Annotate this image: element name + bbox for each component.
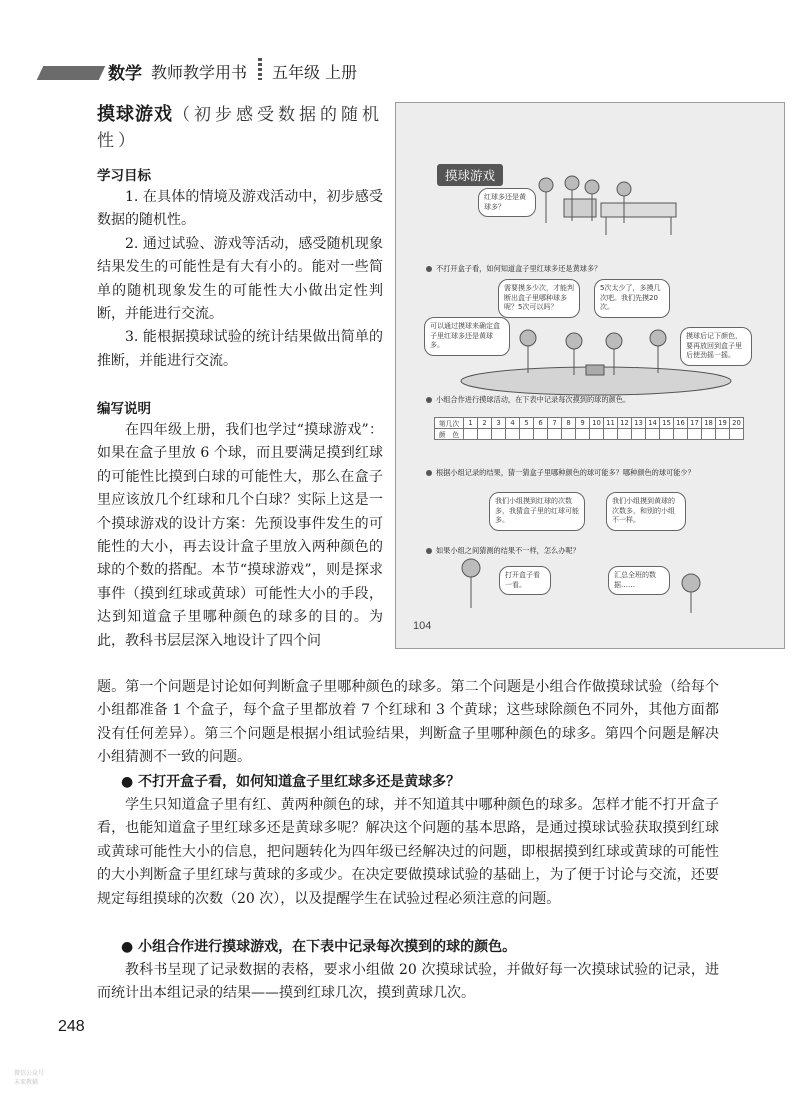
- table-cell: 1: [464, 418, 478, 429]
- table-cell: 6: [534, 418, 548, 429]
- speech-bubble: 我们小组摸到红球的次数多，我猜盒子里的红球可能多。: [489, 492, 585, 531]
- paragraph-2-text: 学生只知道盒子里有红、黄两种颜色的球，并不知道其中哪种颜色的球多。怎样才能不打开盒子看，也能知道盒子里红球多还是黄球多呢？解决这个问题的基本思路，是通过摸球试验获取摸到红球或黄球可能性大小的信息，把问题转化为四年级已经解决过的问题，即根据摸到红球或黄球的可能性的大小判断盒子里红球与黄球的多或少。在决定要做摸球试验的基础上，为了便于讨论与交流，还要规定每组摸球的次数（20 次），以及提醒学生在试验过程必须注意的问题。: [97, 797, 719, 907]
- table-cell: 16: [674, 418, 688, 429]
- table-cell: 11: [604, 418, 618, 429]
- speech-bubble: 需要摸多少次，才能判断出盒子里哪种球多呢？5次可以吗？: [498, 279, 580, 318]
- header-book: 教师教学用书: [151, 63, 248, 82]
- header-subject: 数学: [108, 64, 142, 84]
- header-separator: [258, 58, 262, 80]
- watermark-line: 未来教辅: [14, 1079, 39, 1086]
- bullet-2-text: 小组合作进行摸球游戏，在下表中记录每次摸到的球的颜色。: [138, 939, 517, 955]
- bullet-1-text: 不打开盒子看，如何知道盒子里红球多还是黄球多？: [138, 774, 461, 790]
- notes-text-part1: 在四年级上册，我们也学过“摸球游戏”：如果在盒子里放 6 个球，而且要满足摸到红球的可能性比摸到白球的可能性大，那么在盒子里应该放几个红球和几个白球？实际上这是一个摸球游戏的设计方案：先预设事件发生的可能性的大小，再去设计盒子里放入两种颜色的球的个数的搭配。本节“摸球游戏”，则是探求事件（摸到红球或黄球）可能性大小的手段，达到知道盒子里哪种颜色的球多的目的。为此，教科书层层深入地设计了四个问: [97, 422, 383, 649]
- record-table: [434, 417, 744, 440]
- bullet-heading-2: ● 小组合作进行摸球游戏，在下表中记录每次摸到的球的颜色。: [121, 939, 517, 955]
- question-3: 根据小组记录的结果，猜一猜盒子里哪种颜色的球可能多？哪种颜色的球可能少？: [426, 468, 756, 478]
- table-row: [435, 418, 744, 429]
- speech-bubble: 汇总全班的数据……: [608, 566, 670, 595]
- notes-paragraph-part2: [97, 676, 719, 770]
- watermark: [14, 1069, 44, 1087]
- table-cell: 2: [478, 418, 492, 429]
- notes-paragraph-part1: [97, 419, 383, 653]
- objective-item: 2. 通过试验、游戏等活动，感受随机现象结果发生的可能性是有大有小的。能对一些简单的随机现象发生的可能性大小做出定性判断，并能进行交流。: [97, 235, 383, 323]
- section-title: [97, 102, 389, 154]
- table-cell: 12: [618, 418, 632, 429]
- speech-bubble: 我们小组摸到黄球的次数多，和别的小组不一样。: [606, 492, 686, 531]
- table-cell: 19: [716, 418, 730, 429]
- table-cell: 5: [520, 418, 534, 429]
- page-number: 248: [58, 1018, 85, 1035]
- objective-item: 1. 在具体的情境及游戏活动中，初步感受数据的随机性。: [97, 189, 383, 229]
- table-cell: 4: [506, 418, 520, 429]
- paragraph-3: [97, 959, 719, 1006]
- table-cell: 7: [548, 418, 562, 429]
- objectives-list: [97, 186, 383, 373]
- table-cell: 10: [590, 418, 604, 429]
- table-cell: 14: [646, 418, 660, 429]
- speech-bubble: 打开盒子看一看。: [499, 566, 551, 595]
- objective-item: 3. 能根据摸球试验的统计结果做出简单的推断，并能进行交流。: [97, 329, 383, 369]
- table-cell: 9: [576, 418, 590, 429]
- section-title-main: 摸球游戏: [97, 104, 173, 125]
- speech-bubble: 5次太少了，多摸几次吧。我们先摸20次。: [594, 279, 670, 318]
- speech-bubble: 摸球后记下颜色，要再放回到盒子里后使劲摇一摇。: [680, 327, 752, 366]
- notes-heading: 编写说明: [97, 401, 151, 417]
- speech-bubble: 红球多还是黄球多？: [478, 188, 536, 217]
- question-4: 如果小组之间猜测的结果不一样，怎么办呢？: [426, 546, 580, 556]
- header-grade: 五年级 上册: [272, 63, 358, 82]
- table-cell: 13: [632, 418, 646, 429]
- speech-bubble: 可以通过摸球来确定盒子里红球多还是黄球多。: [424, 317, 510, 356]
- textbook-page-number: 104: [413, 620, 432, 632]
- paragraph-3-text: 教科书呈现了记录数据的表格，要求小组做 20 次摸球试验，并做好每一次摸球试验的记录，进而统计出本组记录的结果——摸到红球几次，摸到黄球几次。: [97, 962, 719, 1002]
- table-cell: 20: [730, 418, 744, 429]
- objectives-heading: 学习目标: [97, 168, 151, 184]
- textbook-illustrations: [396, 103, 784, 648]
- table-cell: 3: [492, 418, 506, 429]
- textbook-tag: 摸球游戏: [437, 164, 503, 186]
- table-row-label: 颜 色: [435, 429, 464, 440]
- header-decor-bar: [37, 66, 106, 80]
- table-row-label: 第几次: [435, 418, 464, 429]
- table-cell: 18: [702, 418, 716, 429]
- table-cell: 17: [688, 418, 702, 429]
- textbook-page-figure: [395, 102, 785, 649]
- question-1: 不打开盒子看，如何知道盒子里红球多还是黄球多？: [426, 264, 601, 274]
- notes-text-part2: 题。第一个问题是讨论如何判断盒子里哪种颜色的球多。第二个问题是小组合作做摸球试验（给每个小组都准备 1 个盒子，每个盒子里都放着 7 个红球和 3 个黄球；这些球除颜色不同外，其他方面都没有任何差异）。第三个问题是根据小组试验结果，判断盒子里哪种颜色的球多。第四个问题是解决小组猜测不一致的问题。: [97, 679, 719, 766]
- paragraph-2: [97, 794, 719, 911]
- table-cell: 8: [562, 418, 576, 429]
- table-row: [435, 429, 744, 440]
- question-2: 小组合作进行摸球活动，在下表中记录每次摸到的球的颜色。: [426, 395, 630, 405]
- watermark-line: 微信公众号: [14, 1070, 45, 1077]
- table-cell: 15: [660, 418, 674, 429]
- bullet-heading-1: ● 不打开盒子看，如何知道盒子里红球多还是黄球多？: [121, 774, 461, 790]
- section-title-sub: （初步感受数据的随机性）: [97, 105, 383, 151]
- classroom-scene-illustration: [539, 176, 676, 235]
